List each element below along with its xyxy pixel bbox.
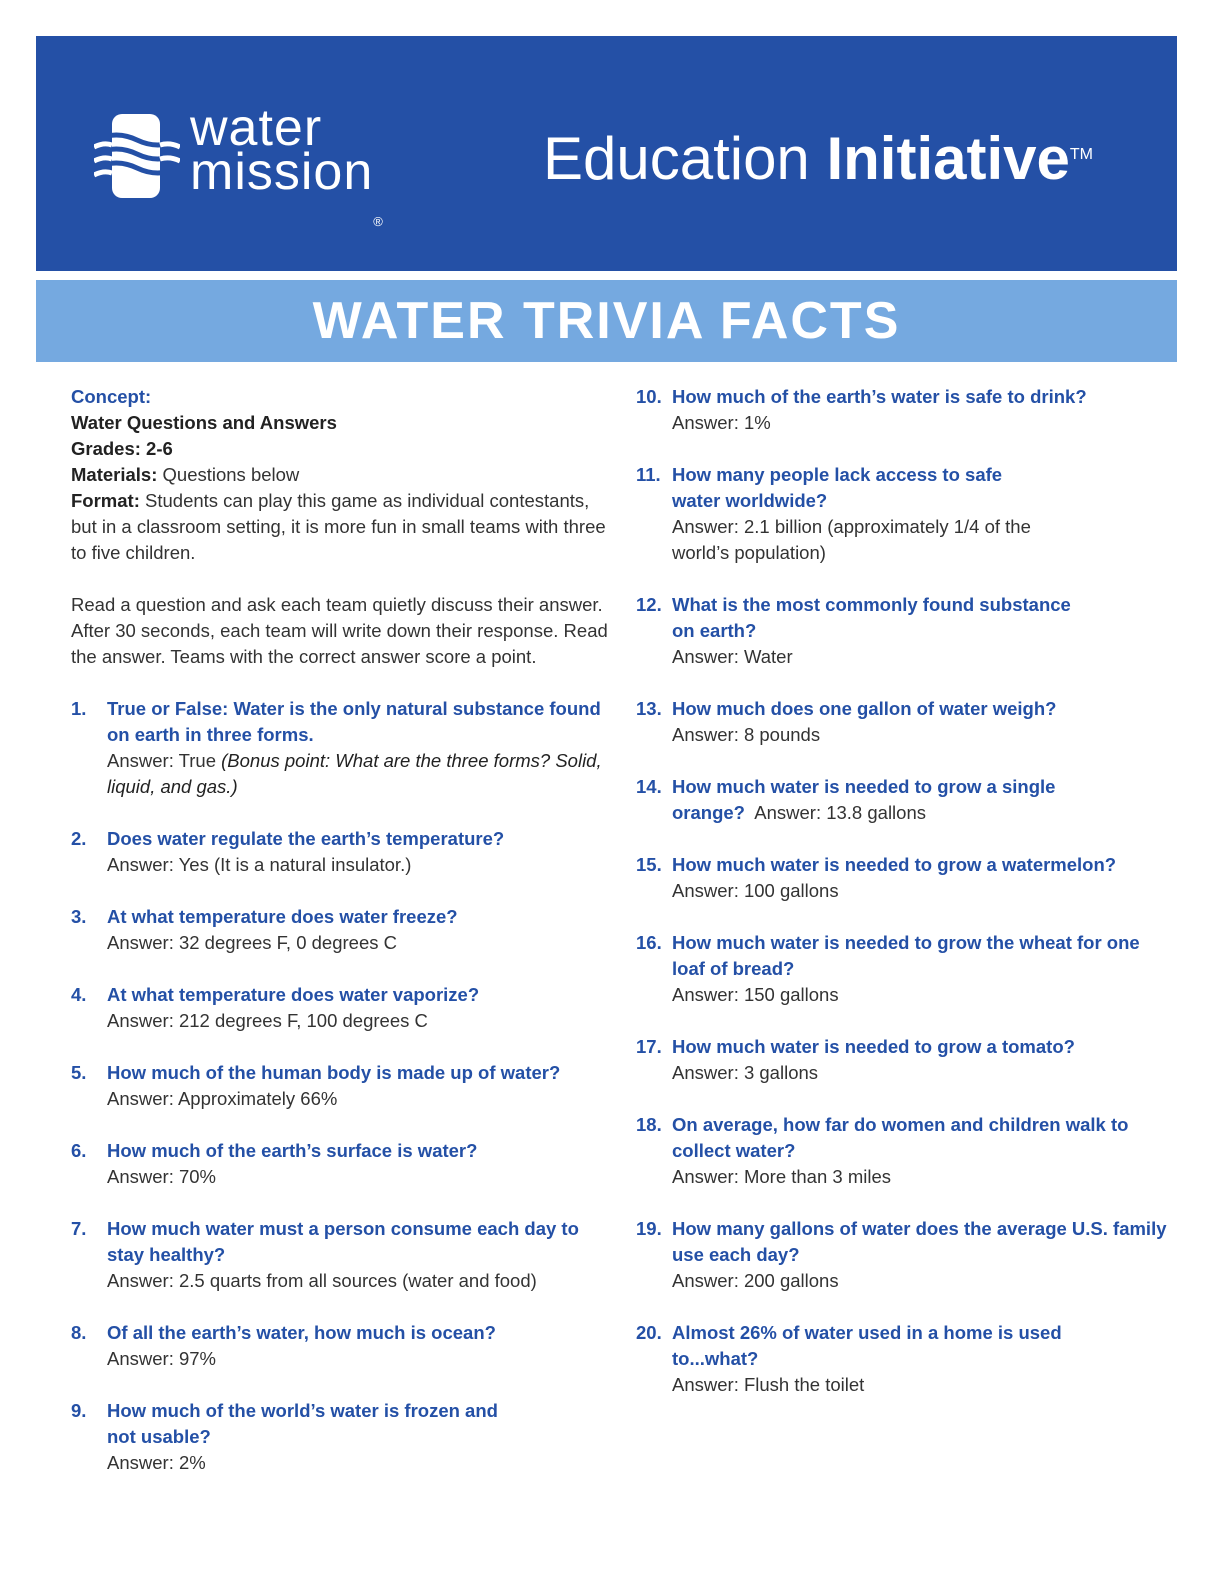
header-banner bbox=[36, 36, 1177, 271]
answer-text: Answer: 32 degrees F, 0 degrees C bbox=[107, 932, 397, 953]
questions-list-right bbox=[636, 384, 1176, 1398]
question-item bbox=[71, 982, 611, 1034]
question-item bbox=[636, 592, 1176, 670]
question-item bbox=[636, 384, 1176, 436]
answer-text: Answer: 2.5 quarts from all sources (water and food) bbox=[107, 1270, 537, 1291]
question-item bbox=[636, 774, 1176, 826]
question-item bbox=[636, 1320, 1176, 1398]
grades-line: Grades: 2-6 bbox=[71, 438, 173, 459]
question-item bbox=[636, 930, 1176, 1008]
question-number: 6. bbox=[71, 1140, 87, 1161]
question-text: How much water is needed to grow a single orange? bbox=[672, 776, 1056, 823]
question-number: 15. bbox=[636, 854, 662, 875]
page-title: WATER TRIVIA FACTS bbox=[312, 292, 901, 350]
concept-title: Water Questions and Answers bbox=[71, 412, 337, 433]
answer-text: Answer: 97% bbox=[107, 1348, 216, 1369]
question-text: How much does one gallon of water weigh? bbox=[672, 698, 1057, 719]
question-text: How much water is needed to grow the wheat for one loaf of bread? bbox=[672, 932, 1140, 979]
question-text: How much of the world’s water is frozen and not usable? bbox=[107, 1400, 498, 1447]
question-number: 18. bbox=[636, 1114, 662, 1135]
answer-text: Answer: 2% bbox=[107, 1452, 206, 1473]
question-number: 12. bbox=[636, 594, 662, 615]
question-text: How many people lack access to safe water worldwide? bbox=[672, 464, 1003, 511]
question-number: 5. bbox=[71, 1062, 87, 1083]
question-text: At what temperature does water freeze? bbox=[107, 906, 458, 927]
answer-text: Answer: More than 3 miles bbox=[672, 1166, 892, 1187]
question-number: 16. bbox=[636, 932, 662, 953]
question-number: 20. bbox=[636, 1322, 662, 1343]
question-number: 8. bbox=[71, 1322, 87, 1343]
answer-text: Answer: 200 gallons bbox=[672, 1270, 839, 1291]
answer-text: Answer: 13.8 gallons bbox=[754, 802, 926, 823]
question-text: Does water regulate the earth’s temperature? bbox=[107, 828, 505, 849]
registered-mark: ® bbox=[373, 214, 384, 229]
answer-text: Answer: 2.1 billion (approximately 1/4 of the world’s population) bbox=[672, 516, 1031, 563]
question-item bbox=[71, 1138, 611, 1190]
water-drop-logo-icon bbox=[94, 114, 180, 198]
question-number: 19. bbox=[636, 1218, 662, 1239]
question-number: 2. bbox=[71, 828, 87, 849]
education-initiative-title bbox=[543, 126, 1093, 192]
edu-title-light: Education bbox=[542, 125, 810, 192]
question-number: 9. bbox=[71, 1400, 87, 1421]
question-item bbox=[636, 1112, 1176, 1190]
trademark-mark: TM bbox=[1069, 146, 1093, 163]
edu-title-bold: Initiative bbox=[826, 125, 1070, 192]
materials-line: Materials: Questions below bbox=[71, 464, 300, 485]
title-banner bbox=[36, 280, 1177, 362]
question-text: On average, how far do women and children walk to collect water? bbox=[672, 1114, 1129, 1161]
question-answer-inline bbox=[672, 774, 1176, 826]
question-text: How many gallons of water does the average U.S. family use each day? bbox=[672, 1218, 1167, 1265]
question-text: How much water is needed to grow a tomato? bbox=[672, 1036, 1075, 1057]
question-item bbox=[636, 1034, 1176, 1086]
question-item bbox=[71, 1398, 611, 1476]
question-number: 4. bbox=[71, 984, 87, 1005]
questions-list-left bbox=[71, 696, 611, 1476]
answer-text: Answer: Flush the toilet bbox=[672, 1374, 865, 1395]
question-item bbox=[71, 904, 611, 956]
question-number: 7. bbox=[71, 1218, 87, 1239]
question-text: How much water must a person consume each day to stay healthy? bbox=[107, 1218, 579, 1265]
question-number: 13. bbox=[636, 698, 662, 719]
left-column bbox=[71, 384, 611, 1476]
instructions-paragraph: Read a question and ask each team quietly discuss their answer. After 30 seconds, each team will write down their response. Read the answer. Teams with the correct answer score a point. bbox=[71, 594, 608, 667]
answer-text: Answer: 212 degrees F, 100 degrees C bbox=[107, 1010, 428, 1031]
question-number: 11. bbox=[636, 464, 661, 485]
logo-word-mission: mission bbox=[190, 143, 374, 201]
answer-text: Answer: Approximately 66% bbox=[107, 1088, 338, 1109]
question-item bbox=[636, 462, 1176, 566]
question-text: What is the most commonly found substance on earth? bbox=[672, 594, 1071, 641]
answer-text: Answer: 100 gallons bbox=[672, 880, 839, 901]
question-text: Of all the earth’s water, how much is ocean? bbox=[107, 1322, 496, 1343]
answer-text: Answer: True (Bonus point: What are the three forms? Solid, liquid, and gas.) bbox=[107, 750, 602, 797]
right-column bbox=[636, 384, 1176, 1398]
question-text: Almost 26% of water used in a home is used to...what? bbox=[672, 1322, 1062, 1369]
answer-text: Answer: 3 gallons bbox=[672, 1062, 819, 1083]
answer-text: Answer: 8 pounds bbox=[672, 724, 821, 745]
answer-text: Answer: 1% bbox=[672, 412, 771, 433]
question-number: 3. bbox=[71, 906, 87, 927]
logo-word-water: water bbox=[190, 99, 323, 157]
water-mission-logo bbox=[94, 99, 434, 229]
answer-text: Answer: 150 gallons bbox=[672, 984, 839, 1005]
question-item bbox=[71, 1216, 611, 1294]
intro-section bbox=[71, 384, 611, 670]
concept-label: Concept: bbox=[71, 386, 152, 407]
question-text: At what temperature does water vaporize? bbox=[107, 984, 480, 1005]
question-item bbox=[636, 696, 1176, 748]
question-item bbox=[71, 1060, 611, 1112]
question-text: How much of the earth’s surface is water? bbox=[107, 1140, 478, 1161]
question-text: How much of the earth’s water is safe to drink? bbox=[672, 386, 1087, 407]
question-number: 10. bbox=[636, 386, 662, 407]
question-item bbox=[71, 696, 611, 800]
bonus-text: (Bonus point: What are the three forms? Solid, liquid, and gas.) bbox=[107, 750, 602, 797]
question-item bbox=[71, 826, 611, 878]
answer-text: Answer: 70% bbox=[107, 1166, 216, 1187]
question-number: 1. bbox=[71, 698, 87, 719]
format-line: Format: Students can play this game as individual contestants, but in a classroom setting, it is more fun in small teams with three to five children. bbox=[71, 490, 606, 563]
question-number: 17. bbox=[636, 1036, 662, 1057]
question-item bbox=[636, 1216, 1176, 1294]
question-item bbox=[71, 1320, 611, 1372]
question-text: How much water is needed to grow a watermelon? bbox=[672, 854, 1117, 875]
answer-text: Answer: Yes (It is a natural insulator.) bbox=[107, 854, 412, 875]
answer-text: Answer: Water bbox=[672, 646, 793, 667]
logo-wordmark bbox=[190, 99, 384, 229]
question-item bbox=[636, 852, 1176, 904]
question-text: True or False: Water is the only natural substance found on earth in three forms. bbox=[107, 698, 601, 745]
question-text: How much of the human body is made up of water? bbox=[107, 1062, 561, 1083]
question-number: 14. bbox=[636, 776, 662, 797]
